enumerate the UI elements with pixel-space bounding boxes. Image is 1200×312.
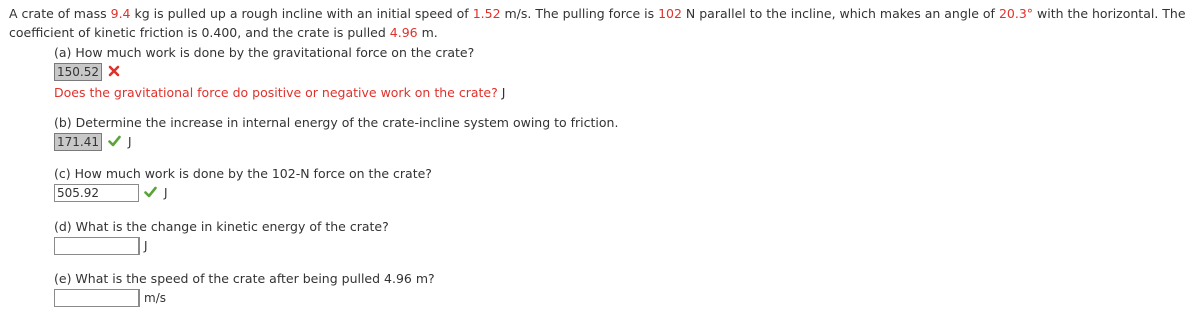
part-a-answer: 150.52	[54, 63, 102, 81]
part-d-answer-field[interactable]	[54, 237, 139, 255]
part-c-answer-field[interactable]: 505.92	[54, 184, 139, 202]
part-d-unit: J	[139, 237, 148, 255]
part-b	[54, 115, 618, 151]
part-c	[54, 166, 432, 202]
check-icon	[108, 135, 121, 150]
part-e-answer-field[interactable]	[54, 289, 139, 307]
check-icon	[144, 186, 157, 201]
problem-statement: A crate of mass 9.4 kg is pulled up a rough incline with an initial speed of 1.52 m/s. The pulling force is 102 N parallel to the incline, which makes an angle of 20.3° with the horizontal. The coefficient of kinetic friction is 0.400, and the crate is pulled 4.96 m.	[9, 6, 1186, 40]
part-e-question: (e) What is the speed of the crate after being pulled 4.96 m?	[54, 271, 435, 286]
mass-value: 9.4	[110, 6, 131, 21]
part-b-question: (b) Determine the increase in internal energy of the crate-incline system owing to friction.	[54, 115, 619, 130]
part-a-question: (a) How much work is done by the gravitational force on the crate?	[54, 45, 475, 60]
part-d	[54, 219, 389, 255]
part-a-feedback: Does the gravitational force do positive or negative work on the crate? J	[54, 85, 506, 100]
angle-value: 20.3°	[998, 6, 1034, 21]
force-value: 102	[658, 6, 682, 21]
part-d-question: (d) What is the change in kinetic energy of the crate?	[54, 219, 389, 234]
x-icon	[108, 65, 120, 80]
part-c-question: (c) How much work is done by the 102-N force on the crate?	[54, 166, 432, 181]
speed-value: 1.52	[472, 6, 501, 21]
part-b-answer: 171.41	[54, 133, 102, 151]
part-b-unit: J	[128, 135, 132, 149]
part-c-unit: J	[164, 186, 168, 200]
distance-value: 4.96	[389, 25, 418, 40]
part-e-unit: m/s	[139, 289, 166, 307]
part-e	[54, 271, 435, 307]
part-a	[54, 45, 505, 101]
